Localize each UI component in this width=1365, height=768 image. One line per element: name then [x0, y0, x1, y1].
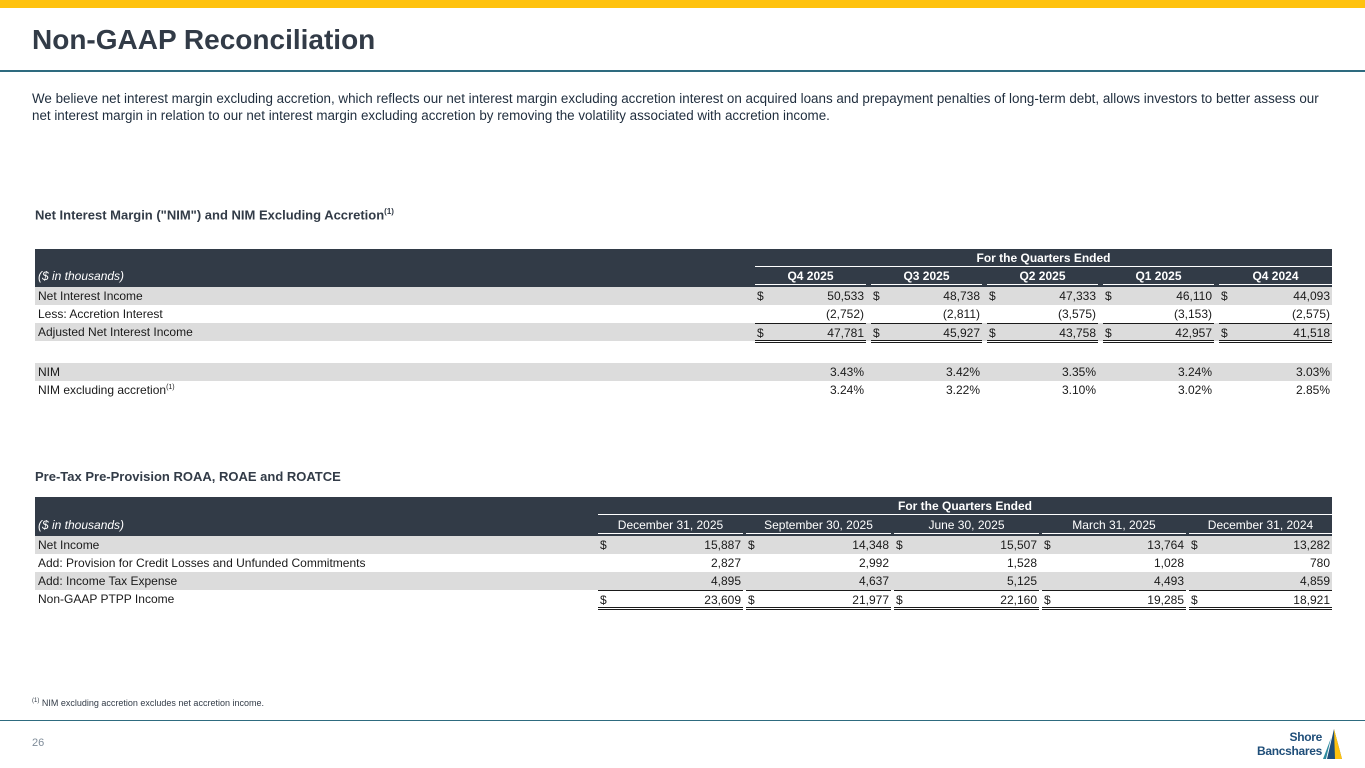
row-label: Adjusted Net Interest Income: [38, 325, 193, 339]
currency-symbol: $: [873, 289, 880, 303]
cell-value: 3.02%: [1177, 383, 1212, 397]
cell-value: (3,153): [1173, 307, 1212, 321]
cell-value: 2,992: [858, 556, 889, 570]
table-row: [35, 287, 1332, 305]
currency-symbol: $: [1221, 289, 1228, 303]
footnote-text: NIM excluding accretion excludes net accretion income.: [41, 698, 264, 708]
row-label: NIM: [38, 365, 60, 379]
currency-symbol: $: [600, 593, 607, 607]
cell-value: 19,285: [1147, 593, 1184, 607]
table-row-total: [35, 590, 1332, 608]
cell-value: 3.42%: [945, 365, 980, 379]
logo-text-line2: Bancshares: [1256, 744, 1322, 758]
cell-value: 21,977: [852, 593, 889, 607]
cell-value: (2,575): [1291, 307, 1330, 321]
ptpp-section-title: Pre-Tax Pre-Provision ROAA, ROAE and ROATCE: [35, 469, 341, 484]
cell-value: 3.10%: [1061, 383, 1096, 397]
nim-col-header: Q3 2025: [871, 268, 982, 285]
cell-value: 22,160: [1000, 593, 1037, 607]
ptpp-col-header: December 31, 2025: [598, 517, 743, 534]
footnote: [32, 698, 264, 708]
sail-icon: [1322, 728, 1344, 762]
nim-table-header: [35, 249, 1332, 287]
nim-units-label: ($ in thousands): [38, 269, 125, 283]
cell-value: 45,927: [943, 326, 980, 340]
footer-divider: [0, 720, 1365, 721]
nim-col-header: Q4 2025: [755, 268, 866, 285]
cell-value: 3.24%: [829, 383, 864, 397]
currency-symbol: $: [600, 538, 607, 552]
currency-symbol: $: [896, 538, 903, 552]
currency-symbol: $: [1221, 326, 1228, 340]
cell-value: 1,528: [1006, 556, 1037, 570]
cell-value: 3.22%: [945, 383, 980, 397]
cell-value: 4,895: [710, 574, 741, 588]
ptpp-col-header: June 30, 2025: [894, 517, 1039, 534]
currency-symbol: $: [757, 289, 764, 303]
cell-value: 15,507: [1000, 538, 1037, 552]
cell-value: 2.85%: [1295, 383, 1330, 397]
currency-symbol: $: [748, 593, 755, 607]
currency-symbol: $: [989, 289, 996, 303]
page-number: 26: [32, 737, 45, 749]
cell-value: 23,609: [704, 593, 741, 607]
currency-symbol: $: [1044, 593, 1051, 607]
cell-value: 780: [1309, 556, 1330, 570]
cell-value: 47,781: [827, 326, 864, 340]
ptpp-table-header: [35, 497, 1332, 536]
currency-symbol: $: [1105, 289, 1112, 303]
cell-value: 13,282: [1293, 538, 1330, 552]
table-row: [35, 381, 1332, 399]
ptpp-units-label: ($ in thousands): [38, 518, 125, 532]
cell-value: 18,921: [1293, 593, 1330, 607]
cell-value: 4,493: [1153, 574, 1184, 588]
ptpp-col-header: December 31, 2024: [1189, 517, 1332, 534]
row-label: Net Income: [38, 538, 100, 552]
top-accent-bar: [0, 0, 1365, 8]
table-row: [35, 554, 1332, 572]
cell-value: 42,957: [1175, 326, 1212, 340]
cell-value: 4,637: [858, 574, 889, 588]
currency-symbol: $: [989, 326, 996, 340]
nim-group-title: For the Quarters Ended: [976, 251, 1111, 265]
cell-value: 47,333: [1059, 289, 1096, 303]
cell-value: 1,028: [1153, 556, 1184, 570]
cell-value: 5,125: [1006, 574, 1037, 588]
cell-value: (3,575): [1057, 307, 1096, 321]
ptpp-table: [35, 497, 1332, 608]
table-row-total: [35, 323, 1332, 341]
currency-symbol: $: [1191, 538, 1198, 552]
cell-value: 4,859: [1299, 574, 1330, 588]
table-row: [35, 363, 1332, 381]
row-label: Net Interest Income: [38, 289, 143, 303]
row-label: Add: Provision for Credit Losses and Unfunded Commitments: [38, 556, 366, 570]
currency-symbol: $: [1191, 593, 1198, 607]
nim-col-header: Q1 2025: [1103, 268, 1214, 285]
row-label: NIM excluding accretion$^{(1)}$: [38, 383, 175, 397]
nim-col-header: Q4 2024: [1219, 268, 1332, 285]
cell-value: 46,110: [1176, 289, 1212, 303]
table-row: [35, 305, 1332, 323]
cell-value: 3.03%: [1295, 365, 1330, 379]
ptpp-group-title: For the Quarters Ended: [897, 499, 1033, 513]
table-row: [35, 536, 1332, 554]
row-label: Add: Income Tax Expense: [38, 574, 178, 588]
ptpp-col-header: March 31, 2025: [1042, 517, 1186, 534]
nim-col-header: Q2 2025: [987, 268, 1098, 285]
company-logo: [1254, 728, 1344, 762]
cell-value: 2,827: [710, 556, 741, 570]
cell-value: 13,764: [1147, 538, 1184, 552]
table-row: [35, 572, 1332, 590]
cell-value: 41,518: [1293, 326, 1330, 340]
logo-text-line1: Shore: [1289, 730, 1322, 744]
cell-value: 14,348: [852, 538, 889, 552]
cell-value: 15,887: [704, 538, 741, 552]
intro-paragraph: We believe net interest margin excluding accretion, which reflects our net interest margin excluding accretion interest on acquired loans and prepayment penalties of long-term debt, allows investors to better assess our net interest margin in relation to our net interest margin excluding accretion by removing the volatility associated with accretion income.: [32, 91, 1319, 123]
cell-value: (2,752): [825, 307, 864, 321]
nim-section-title: Net Interest Margin ("NIM") and NIM Excluding Accretion$^{(1)}$: [35, 207, 394, 223]
ptpp-col-header: September 30, 2025: [746, 517, 891, 534]
nim-table: [35, 249, 1332, 399]
currency-symbol: $: [748, 538, 755, 552]
cell-value: (2,811): [942, 307, 980, 321]
currency-symbol: $: [896, 593, 903, 607]
footnote-ref: (1): [166, 384, 175, 391]
currency-symbol: $: [1105, 326, 1112, 340]
cell-value: 3.43%: [829, 365, 864, 379]
nim-title-footnote-ref: (1): [384, 207, 394, 216]
title-divider: [0, 70, 1365, 72]
currency-symbol: $: [873, 326, 880, 340]
cell-value: 44,093: [1293, 289, 1330, 303]
row-label: Less: Accretion Interest: [38, 307, 163, 321]
currency-symbol: $: [757, 326, 764, 340]
cell-value: 3.35%: [1061, 365, 1096, 379]
row-label: Non-GAAP PTPP Income: [38, 592, 175, 606]
cell-value: 3.24%: [1177, 365, 1212, 379]
cell-value: 48,738: [943, 289, 980, 303]
page-title: Non-GAAP Reconciliation: [32, 24, 376, 55]
currency-symbol: $: [1044, 538, 1051, 552]
cell-value: 50,533: [827, 289, 864, 303]
cell-value: 43,758: [1059, 326, 1096, 340]
footnote-marker: (1): [32, 698, 40, 704]
